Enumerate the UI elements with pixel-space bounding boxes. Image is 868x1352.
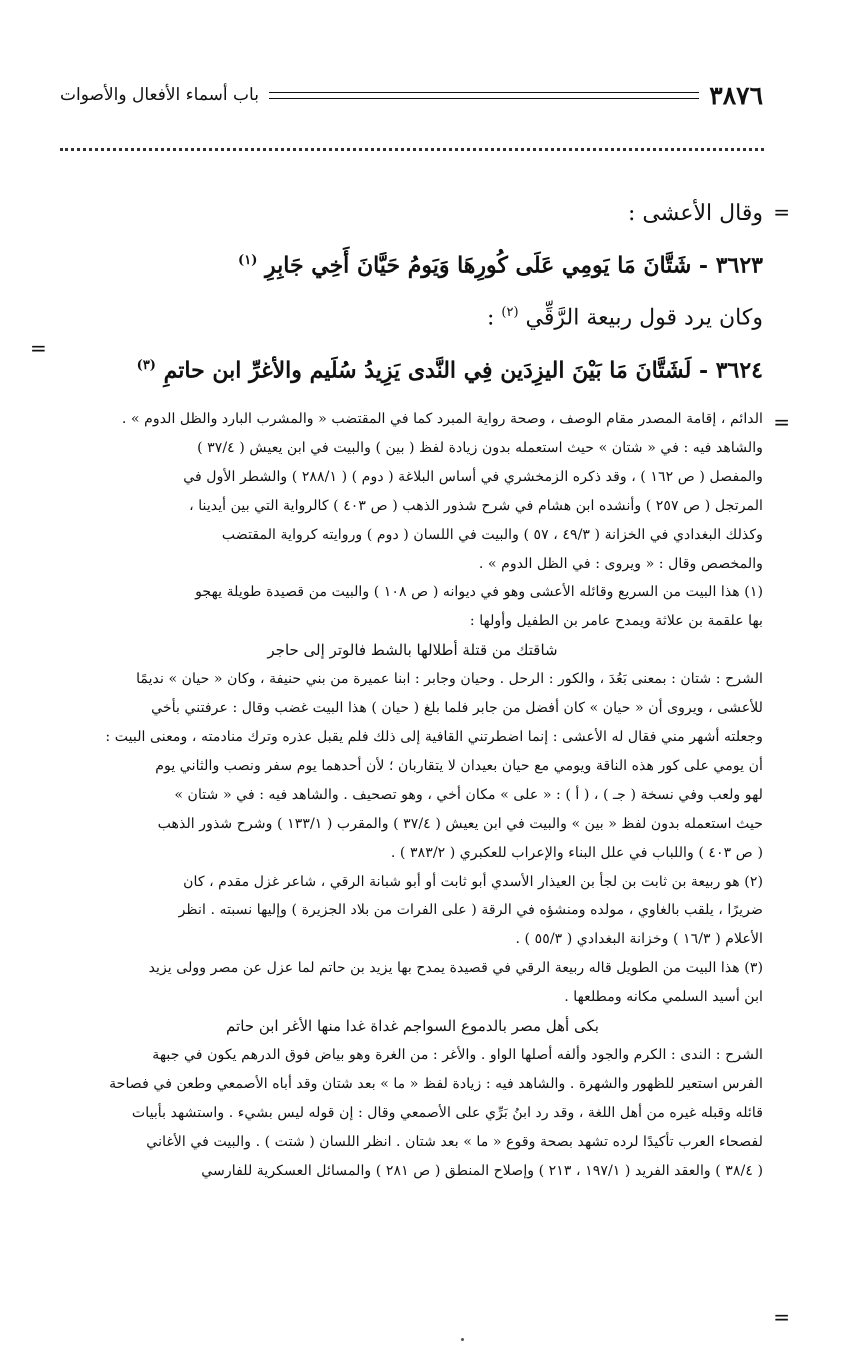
intro-text: وكان يرد قول ربيعة الرَّقِّي bbox=[525, 305, 763, 331]
footnote-line: ابن أسيد السلمي مكانه ومطلعها . bbox=[564, 989, 763, 1006]
footnote-line: والمفصل ( ص ١٦٢ ) ، وقد ذكره الزمخشري في أساس البلاغة ( دوم ) ( ٢٨٨/١ ) والشطر الأول في bbox=[183, 468, 763, 485]
verse-3623 bbox=[90, 237, 763, 289]
continuation-marker: = bbox=[30, 336, 47, 360]
footnote-line: للأعشى ، ويروى أن « حيان » كان أفضل من جابر فلما بلغ ( حيان ) هذا البيت غضب وقال : عرفتني بأخي bbox=[151, 700, 763, 717]
verse-intro: وقال الأعشى : bbox=[628, 201, 763, 226]
running-title: باب أسماء الأفعال والأصوات bbox=[60, 85, 259, 105]
page-header bbox=[60, 80, 763, 110]
footnote-line: لهو ولعب وفي نسخة ( جـ ) ، ( أ ) : « على » مكان أخي ، وهو تصحيف . والشاهد فيه : في « شتان » bbox=[174, 786, 763, 803]
footnote-ref: (٣) bbox=[136, 357, 156, 373]
footnote-line: وجعلته أشهر مني فقال له الأعشى : إنما اضطرتني القافية إلى ذلك فلم يقبل عذره وترك منادمته ، ومعنى البيت : bbox=[105, 728, 763, 745]
footnote-line: (٢) هو ربيعة بن ثابت بن لجأ بن العيذار الأسدي أبو ثابت أو أبو شبانة الرقي ، شاعر غزل مقدم ، كان bbox=[183, 873, 763, 890]
footnote-line: الفرس استعير للظهور والشهرة . والشاهد فيه : زيادة لفظ « ما » بعد شتان وقد أباه الأصمعي وطعن في فصاحة bbox=[109, 1075, 763, 1092]
footnote-line: والمخصص وقال : « ويروى : في الظل الدوم » . bbox=[478, 555, 763, 572]
verse-text: ٣٦٢٣ - شَتَّانَ مَا يَومِي عَلَى كُورِهَا وَيَومُ حَيَّانَ أَخِي جَابِرِ bbox=[265, 252, 763, 279]
continuation-marker: = bbox=[773, 410, 790, 434]
header-rule bbox=[269, 92, 699, 99]
verse-block bbox=[90, 190, 763, 394]
print-mark bbox=[461, 1338, 464, 1341]
footnote-line: بها علقمة بن علاثة ويمدح عامر بن الطفيل وأولها : bbox=[469, 613, 763, 630]
footnote-ref: (١) bbox=[238, 253, 258, 268]
footnote-line: وكذلك البغدادي في الخزانة ( ٤٩/٣ ، ٥٧ ) والبيت في اللسان ( دوم ) وروايته كرواية المقتضب bbox=[221, 526, 763, 543]
page-number: ٣٨٧٦ bbox=[709, 80, 763, 110]
footnote-line: لفصحاء العرب تأكيدًا لرده تشهد بصحة وقوع « ما » بعد شتان . انظر اللسان ( شتت ) . والبيت في الأغاني bbox=[146, 1133, 763, 1150]
quoted-verse: شاقتك من قتلة أطلالها بالشط فالوتر إلى حاجر bbox=[267, 641, 558, 660]
continuation-marker: = bbox=[773, 200, 790, 224]
footnote-line: حيث استعمله بدون لفظ « بين » والبيت في ابن يعيش ( ٣٧/٤ ) والمقرب ( ١٣٣/١ ) وشرح شذور الذهب bbox=[157, 815, 763, 832]
footnotes bbox=[62, 405, 763, 1185]
footnote-line: (٣) هذا البيت من الطويل قاله ربيعة الرقي في قصيدة يمدح بها يزيد بن حاتم لما عزل عن مصر وولى يزيد bbox=[148, 960, 763, 977]
footnote-line: الشرح : شتان : بمعنى بَعُدَ ، والكور : الرحل . وحيان وجابر : ابنا عميرة من بني حنيفة ، وكان « حيان » نديمًا bbox=[136, 671, 763, 688]
footnote-line: ( ٣٨/٤ ) والعقد الفريد ( ١٩٧/١ ، ٢١٣ ) وإصلاح المنطق ( ص ٢٨١ ) والمسائل العسكرية للفارسي bbox=[201, 1162, 763, 1179]
footnote-line: قائله وقبله غيره من أهل اللغة ، وقد رد ابنُ بَرِّي على الأصمعي وقال : إن قوله ليس بشيء . واستشهد بأبيات bbox=[131, 1104, 763, 1121]
footnote-line: الدائم ، إقامة المصدر مقام الوصف ، وصحة رواية المبرد كما في المقتضب « والمشرب البارد والظل الدوم » . bbox=[121, 411, 763, 427]
footnote-line: (١) هذا البيت من السريع وقائله الأعشى وهو في ديوانه ( ص ١٠٨ ) والبيت من قصيدة طويلة يهجو bbox=[195, 584, 763, 601]
dotted-separator bbox=[60, 148, 764, 151]
verse-text: ٣٦٢٤ - لَشَتَّانَ مَا بَيْنَ اليزِدَين فِي النَّدى يَزِيدُ سُلَيم والأغرِّ ابن حاتمِ bbox=[163, 356, 763, 383]
intro-colon: : bbox=[486, 305, 495, 331]
footnote-line: الأعلام ( ١٦/٣ ) وخزانة البغدادي ( ٥٥/٣ ) . bbox=[515, 931, 763, 948]
footnote-line: أن يومي على كور هذه الناقة ويومي مع حيان بعيدان لا يتقاربان ؛ لأن أحدهما يوم سفر ونصب والثاني يوم bbox=[155, 757, 763, 774]
continuation-marker: = bbox=[773, 1305, 790, 1329]
verse-3624 bbox=[90, 342, 763, 394]
footnote-line: الشرح : الندى : الكرم والجود وألفه أصلها الواو . والأغر : من الغرة وهو بياض فوق الدرهم يكون في جبهة bbox=[152, 1046, 763, 1063]
footnote-line: ضريرًا ، يلقب بالغاوي ، مولده ومنشؤه في الرقة ( على الفرات من بلاد الجزيرة ) وإليها نسبته . انظر bbox=[178, 902, 763, 919]
verse-intro-2 bbox=[90, 289, 763, 341]
footnote-line: والشاهد فيه : في « شتان » حيث استعمله بدون زيادة لفظ ( بين ) والبيت في ابن يعيش ( ٣٧/٤ ) bbox=[197, 439, 763, 456]
quoted-verse: بكى أهل مصر بالدموع السواجم غداة غدا منها الأغر ابن حاتم bbox=[226, 1017, 599, 1036]
footnote-line: المرتجل ( ص ٢٥٧ ) وأنشده ابن هشام في شرح شذور الذهب ( ص ٤٠٣ ) كالرواية التي بين أيدينا ، bbox=[189, 497, 763, 514]
footnote-line: ( ص ٤٠٣ ) واللباب في علل البناء والإعراب للعكبري ( ٣٨٣/٢ ) . bbox=[390, 844, 763, 861]
footnote-ref: (٢) bbox=[501, 305, 519, 321]
